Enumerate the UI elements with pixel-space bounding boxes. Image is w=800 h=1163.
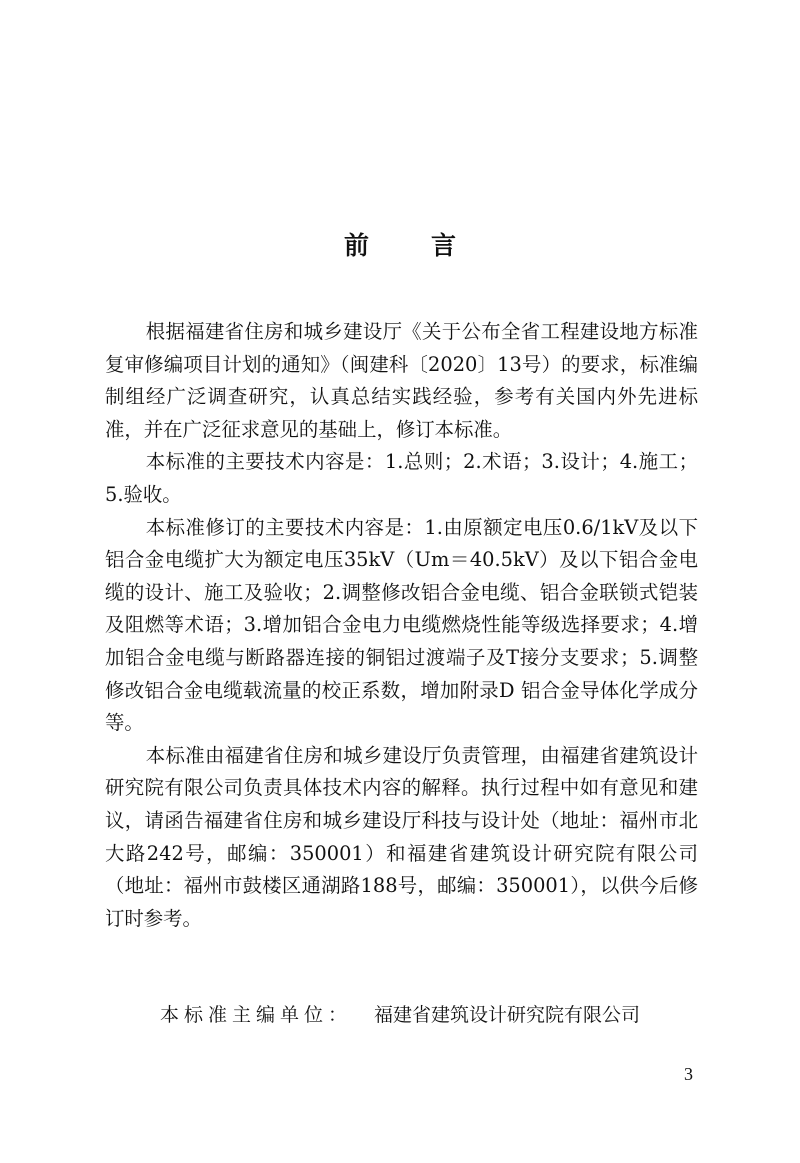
- page-title: [0, 226, 800, 262]
- paragraph-management: 本标准由福建省住房和城乡建设厅负责管理，由福建省建筑设计研究院有限公司负责具体技术内容的解释。执行过程中如有意见和建议，请函告福建省住房和城乡建设厅科技与设计处（地址：福州市北大路242号，邮编：350001）和福建省建筑设计研究院有限公司（地址：福州市鼓楼区通湖路188号，邮编：350001），以供今后修订时参考。: [105, 743, 698, 930]
- paragraph-background: 根据福建省住房和城乡建设厅《关于公布全省工程建设地方标准复审修编项目计划的通知》（闽建科〔2020〕13号）的要求，标准编制组经广泛调查研究，认真总结实践经验，参考有关国内外先进标准，并在广泛征求意见的基础上，修订本标准。: [105, 320, 698, 441]
- editor-label: 本标准主编单位：: [160, 1004, 353, 1026]
- title-char-2: 言: [431, 231, 457, 260]
- chief-editor-unit: [160, 1000, 700, 1027]
- title-char-1: 前: [343, 231, 369, 260]
- page-number: 3: [684, 1064, 693, 1084]
- paragraph-main-content: 本标准的主要技术内容是：1.总则；2.术语；3.设计；4.施工；5.验收。: [105, 450, 698, 506]
- editor-value: 福建省建筑设计研究院有限公司: [374, 1004, 641, 1026]
- preface-body: [105, 316, 698, 935]
- paragraph-revision-content: 本标准修订的主要技术内容是：1.由原额定电压0.6/1kV及以下铝合金电缆扩大为额定电压35kV（Um＝40.5kV）及以下铝合金电缆的设计、施工及验收；2.调整修改铝合金电缆、铝合金联锁式铠装及阻燃等术语；3.增加铝合金电力电缆燃烧性能等级选择要求；4.增加铝合金电缆与断路器连接的铜铝过渡端子及T接分支要求；5.调整修改铝合金电缆载流量的校正系数，增加附录D 铝合金导体化学成分等。: [105, 515, 698, 735]
